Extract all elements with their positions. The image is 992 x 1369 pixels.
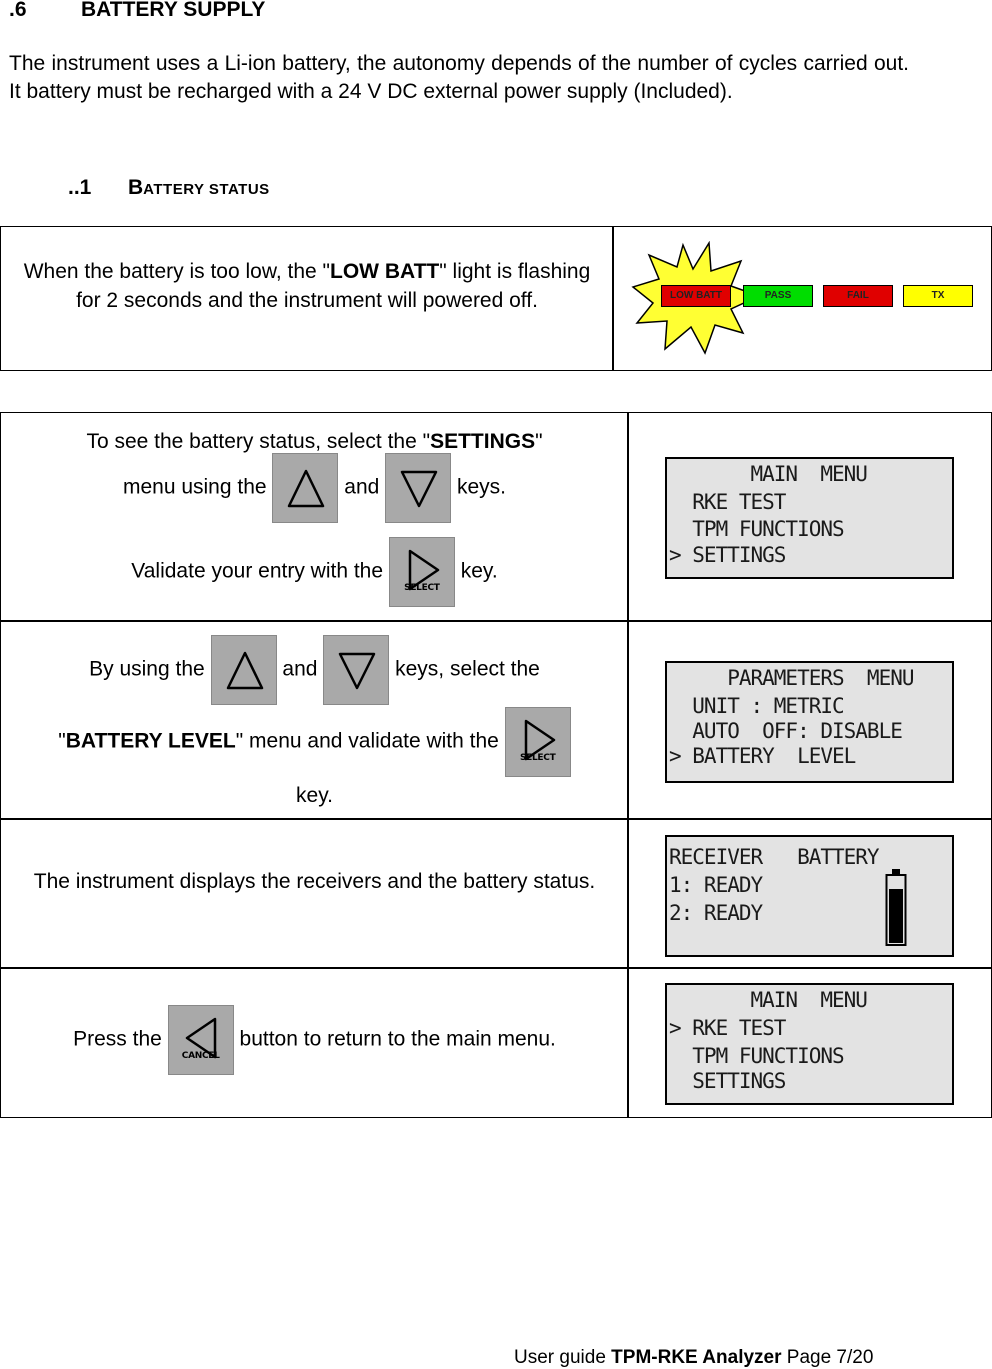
step2-text-cell bbox=[0, 620, 629, 820]
parameters-menu-lcd bbox=[665, 661, 954, 783]
step1-line2-a: menu using the bbox=[122, 475, 267, 499]
subsection-title-initial: B bbox=[128, 176, 144, 199]
footer-product: TPM-RKE Analyzer bbox=[611, 1347, 782, 1368]
subsection-heading bbox=[68, 176, 270, 200]
lcd-line: SETTINGS bbox=[669, 1069, 786, 1093]
section-heading bbox=[9, 0, 265, 22]
step4-text-b: button to return to the main menu. bbox=[239, 1027, 556, 1051]
lcd-line: RECEIVER BATTERY bbox=[669, 845, 879, 869]
low-batt-lamp bbox=[661, 285, 731, 307]
cancel-key[interactable] bbox=[168, 1005, 234, 1075]
lcd-line: MAIN MENU bbox=[669, 462, 867, 486]
main-menu-return-lcd bbox=[665, 983, 954, 1105]
step1-lcd-cell bbox=[627, 412, 992, 622]
select-key-label: SELECT bbox=[404, 583, 440, 593]
up-arrow-icon bbox=[212, 636, 278, 706]
lcd-line: > RKE TEST bbox=[669, 1016, 786, 1040]
lcd-line: 2: READY bbox=[669, 901, 763, 925]
step2-line2-a: " bbox=[58, 729, 66, 753]
intro-paragraph: The instrument uses a Li-ion battery, the autonomy depends of the number of cycles carried out. It battery must be recharged with a 24 V DC external power supply (Included). bbox=[9, 52, 909, 103]
battery-level-fill bbox=[889, 889, 903, 943]
step2-line1 bbox=[1, 635, 628, 705]
step4-text bbox=[1, 1005, 628, 1075]
footer-prefix: User guide bbox=[514, 1347, 612, 1368]
battery-status-lcd bbox=[665, 835, 954, 957]
select-key[interactable] bbox=[389, 537, 455, 607]
down-arrow-icon bbox=[324, 636, 390, 706]
step2-line2 bbox=[1, 707, 628, 777]
section-number: .6 bbox=[9, 0, 27, 21]
step1-line1-bold: SETTINGS bbox=[430, 430, 536, 453]
subsection-number: ..1 bbox=[68, 176, 92, 199]
step4-lcd-cell bbox=[627, 967, 992, 1118]
section-title: BATTERY SUPPLY bbox=[81, 0, 266, 21]
subsection-title-rest: ATTERY STATUS bbox=[143, 181, 270, 198]
page-footer bbox=[514, 1347, 873, 1369]
step2-line1-a: By using the bbox=[89, 657, 205, 681]
lowbatt-text-cell bbox=[0, 226, 614, 371]
step2-line1-b: keys, select the bbox=[395, 657, 540, 681]
lcd-line: 1: READY bbox=[669, 873, 763, 897]
step1-line3-b: key. bbox=[460, 559, 498, 583]
lcd-line: AUTO OFF: DISABLE bbox=[669, 719, 902, 743]
down-key[interactable] bbox=[385, 453, 451, 523]
lcd-line: > BATTERY LEVEL bbox=[669, 744, 856, 768]
step2-line3: key. bbox=[296, 784, 333, 807]
lowbatt-text-b: " light is flashing for 2 seconds and the instrument will powered off. bbox=[76, 260, 591, 312]
select-key[interactable] bbox=[505, 707, 571, 777]
lcd-line: > SETTINGS bbox=[669, 543, 786, 567]
step1-text-cell bbox=[0, 412, 629, 622]
lcd-line: UNIT : METRIC bbox=[669, 694, 844, 718]
step1-line1 bbox=[1, 427, 628, 456]
cancel-key-label: CANCEL bbox=[181, 1051, 220, 1061]
step4-text-a: Press the bbox=[73, 1027, 162, 1051]
lcd-line: PARAMETERS MENU bbox=[669, 666, 914, 690]
step1-line2 bbox=[1, 453, 628, 523]
fail-lamp-label: FAIL bbox=[847, 290, 869, 301]
lcd-line: RKE TEST bbox=[669, 490, 786, 514]
step1-line3-a: Validate your entry with the bbox=[131, 559, 384, 583]
tx-lamp-label: TX bbox=[931, 290, 945, 301]
pass-lamp-label: PASS bbox=[764, 290, 792, 301]
tx-lamp bbox=[903, 285, 973, 307]
step1-line3 bbox=[1, 537, 628, 607]
step3-text: The instrument displays the receivers and the battery status. bbox=[33, 870, 596, 893]
up-key[interactable] bbox=[272, 453, 338, 523]
low-batt-lamp-label: LOW BATT bbox=[669, 290, 723, 301]
lcd-line: TPM FUNCTIONS bbox=[669, 517, 844, 541]
lowbatt-image-cell bbox=[612, 226, 992, 371]
step3-lcd-cell bbox=[627, 818, 992, 969]
lowbatt-text-a: When the battery is too low, the " bbox=[23, 260, 330, 283]
lowbatt-text-bold: LOW BATT bbox=[330, 260, 440, 283]
pass-lamp bbox=[743, 285, 813, 307]
up-key[interactable] bbox=[211, 635, 277, 705]
step2-line2-b: " menu and validate with the bbox=[235, 729, 499, 753]
footer-page-number: Page 7/20 bbox=[781, 1347, 874, 1368]
fail-lamp bbox=[823, 285, 893, 307]
main-menu-lcd bbox=[665, 457, 954, 579]
step1-line1-b: " bbox=[535, 430, 543, 453]
down-key[interactable] bbox=[323, 635, 389, 705]
step2-line2-bold: BATTERY LEVEL bbox=[65, 729, 236, 753]
battery-icon bbox=[885, 867, 907, 947]
step2-lcd-cell bbox=[627, 620, 992, 820]
step2-line1-and: and bbox=[282, 657, 318, 681]
step1-line2-b: keys. bbox=[457, 475, 507, 499]
down-arrow-icon bbox=[386, 454, 452, 524]
step1-line1-a: To see the battery status, select the " bbox=[86, 430, 431, 453]
step3-text-cell bbox=[0, 818, 629, 969]
lcd-line: TPM FUNCTIONS bbox=[669, 1044, 844, 1068]
lowbatt-text bbox=[11, 257, 603, 315]
lcd-line: MAIN MENU bbox=[669, 988, 867, 1012]
up-arrow-icon bbox=[273, 454, 339, 524]
step1-line2-and: and bbox=[344, 475, 380, 499]
select-key-label: SELECT bbox=[519, 753, 556, 763]
step4-text-cell bbox=[0, 967, 629, 1118]
